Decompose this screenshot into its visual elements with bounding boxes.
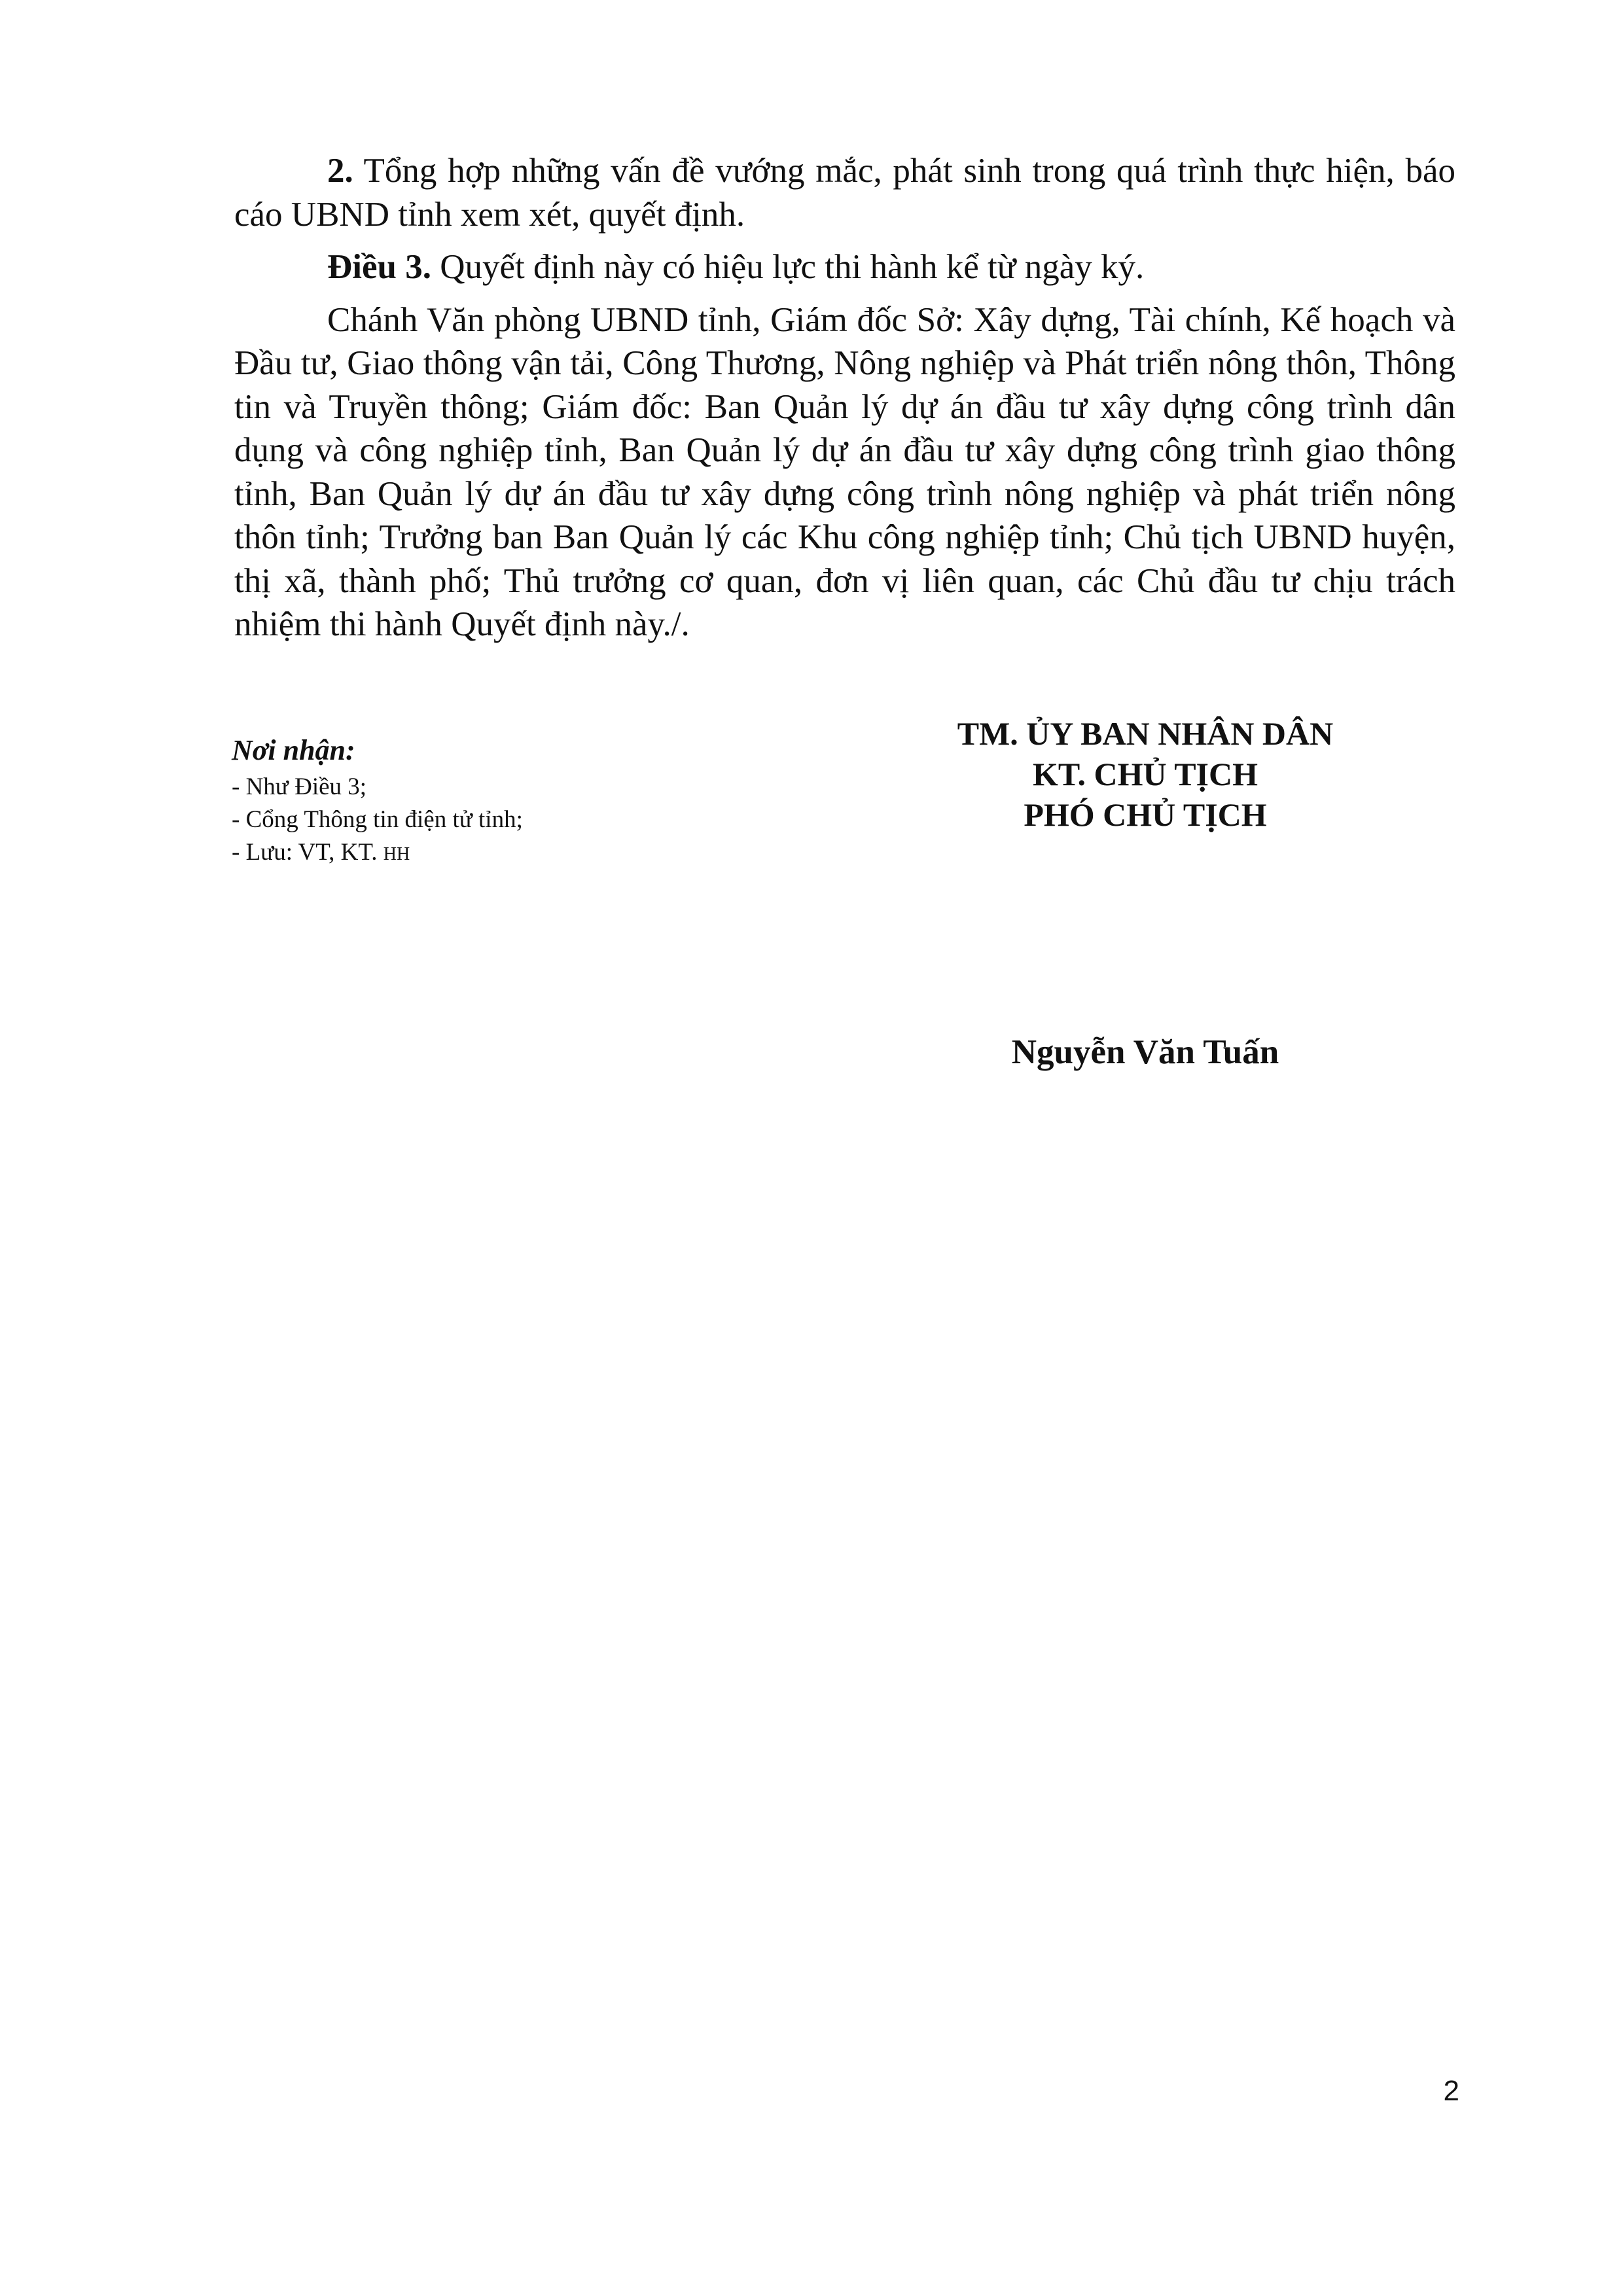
signature-block (851, 713, 1440, 835)
signature-title: PHÓ CHỦ TỊCH (1024, 796, 1267, 833)
paragraph-article-3 (234, 245, 1455, 289)
page-number: 2 (1443, 2075, 1459, 2107)
article-3-label: Điều 3. (327, 248, 431, 286)
document-body (234, 149, 1455, 646)
recipient-line-text: - Lưu: VT, KT. (232, 839, 378, 866)
recipient-line: - Như Điều 3; (232, 773, 367, 800)
recipient-line (232, 836, 821, 871)
recipients-block (232, 733, 821, 871)
article-3-text: Quyết định này có hiệu lực thi hành kể từ ngày ký. (431, 248, 1145, 286)
paragraph-responsibility (234, 298, 1455, 646)
item-2-label: 2. (327, 152, 353, 190)
responsibility-text: Chánh Văn phòng UBND tỉnh, Giám đốc Sở: Xây dựng, Tài chính, Kế hoạch và Đầu tư, Giao thông vận tải, Công Thương, Nông nghiệp và Phát triển nông thôn, Thông tin và Truyền thông; Giám đốc: Ban Quản lý dự án đầu tư xây dựng công trình dân dụng và công nghiệp tỉnh, Ban Quản lý dự án đầu tư xây dựng công trình giao thông tỉnh, Ban Quản lý dự án đầu tư xây dựng công trình nông nghiệp và phát triển nông thôn tỉnh; Trưởng ban Ban Quản lý các Khu công nghiệp tỉnh; Chủ tịch UBND huyện, thị xã, thành phố; Thủ trưởng cơ quan, đơn vị liên quan, các Chủ đầu tư chịu trách nhiệm thi hành Quyết định này./. (234, 300, 1455, 643)
recipients-heading: Nơi nhận: (232, 734, 355, 766)
signer-name: Nguyễn Văn Tuấn (1011, 1033, 1279, 1071)
recipient-line: - Cổng Thông tin điện tử tỉnh; (232, 806, 523, 833)
recipient-line-initials: HH (383, 844, 410, 864)
paragraph-item-2 (234, 149, 1455, 236)
item-2-text: Tổng hợp những vấn đề vướng mắc, phát sinh trong quá trình thực hiện, báo cáo UBND tỉnh xem xét, quyết định. (234, 152, 1455, 234)
signature-on-behalf: KT. CHỦ TỊCH (1032, 756, 1258, 792)
signature-authority: TM. ỦY BAN NHÂN DÂN (957, 715, 1334, 752)
